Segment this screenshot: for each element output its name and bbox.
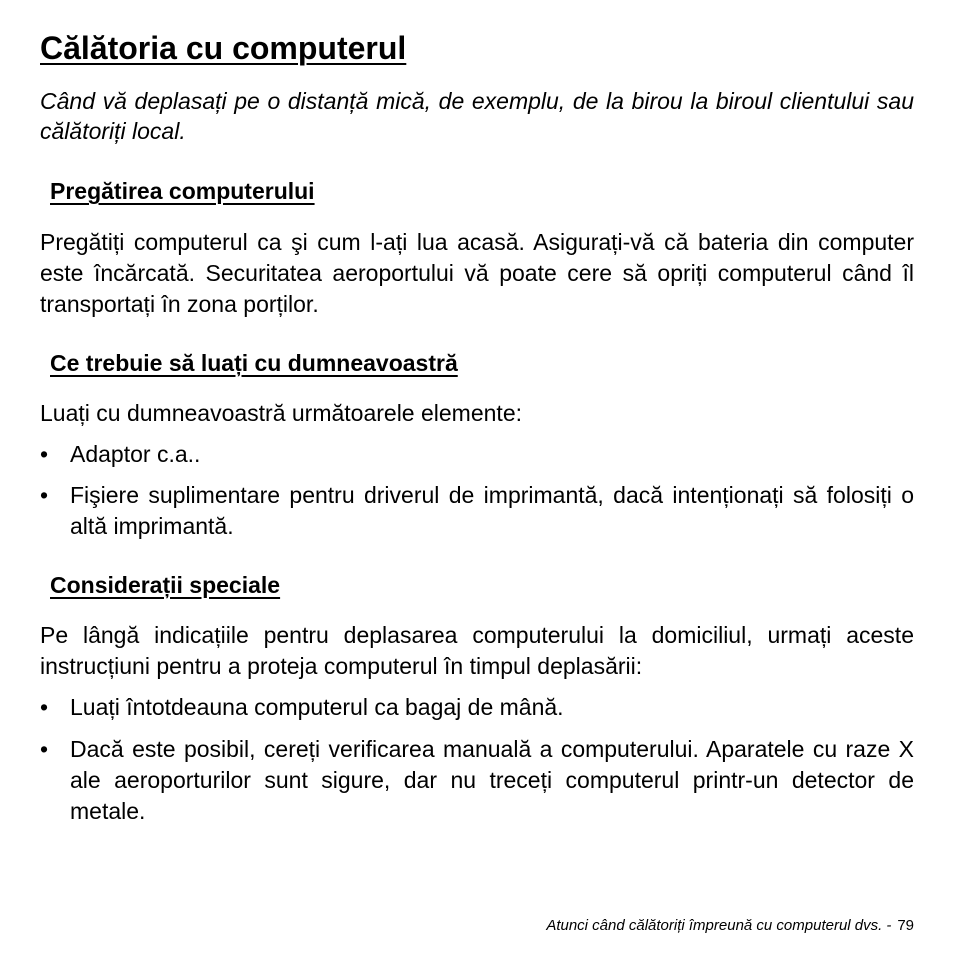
bullet-marker: • [40,441,49,467]
section-paragraph-ce-trebuie: Luați cu dumneavoastră următoarele elemente: [40,400,523,426]
page-number: 79 [897,917,914,934]
list-item [40,480,914,542]
intro-paragraph: Când vă deplasați pe o distanță mică, de exemplu, de la birou la biroul clientului sau călătoriți local. [40,88,914,144]
list-item-text: Fişiere suplimentare pentru driverul de imprimantă, dacă intenționați să folosiți o altă imprimantă. [70,482,914,539]
list-item-text: Luați întotdeauna computerul ca bagaj de mână. [70,694,564,720]
section-heading-pregatirea: Pregătirea computerului [50,178,315,204]
footer-separator: - [886,917,892,934]
section-paragraph-consideratii: Pe lângă indicațiile pentru deplasarea computerului la domiciliul, urmați aceste instrucțiuni pentru a proteja computerul în timpul deplasării: [40,622,914,679]
bullet-marker: • [40,482,49,508]
list-item-text: Dacă este posibil, cereți verificarea manuală a computerului. Aparatele cu raze X ale aeroporturilor sunt sigure, dar nu treceți computerul printr-un detector de metale. [70,736,914,824]
footer-running-title: Atunci când călătoriți împreună cu computerul dvs. [546,917,883,934]
list-item-text: Adaptor c.a.. [70,441,201,467]
page-title: Călătoria cu computerul [40,30,407,66]
page-footer [546,917,914,934]
list-item [40,692,914,723]
list-item [40,439,914,470]
section-heading-ce-trebuie: Ce trebuie să luați cu dumneavoastră [50,350,458,376]
bullet-marker: • [40,694,49,720]
section-heading-consideratii: Considerații speciale [50,572,281,598]
list-item [40,734,914,827]
section-paragraph-pregatirea: Pregătiți computerul ca şi cum l-ați lua acasă. Asigurați-vă că bateria din computer este încărcată. Securitatea aeroportului vă poate cere să opriți computerul când îl transportați în zona porților. [40,229,914,317]
bullet-marker: • [40,736,49,762]
